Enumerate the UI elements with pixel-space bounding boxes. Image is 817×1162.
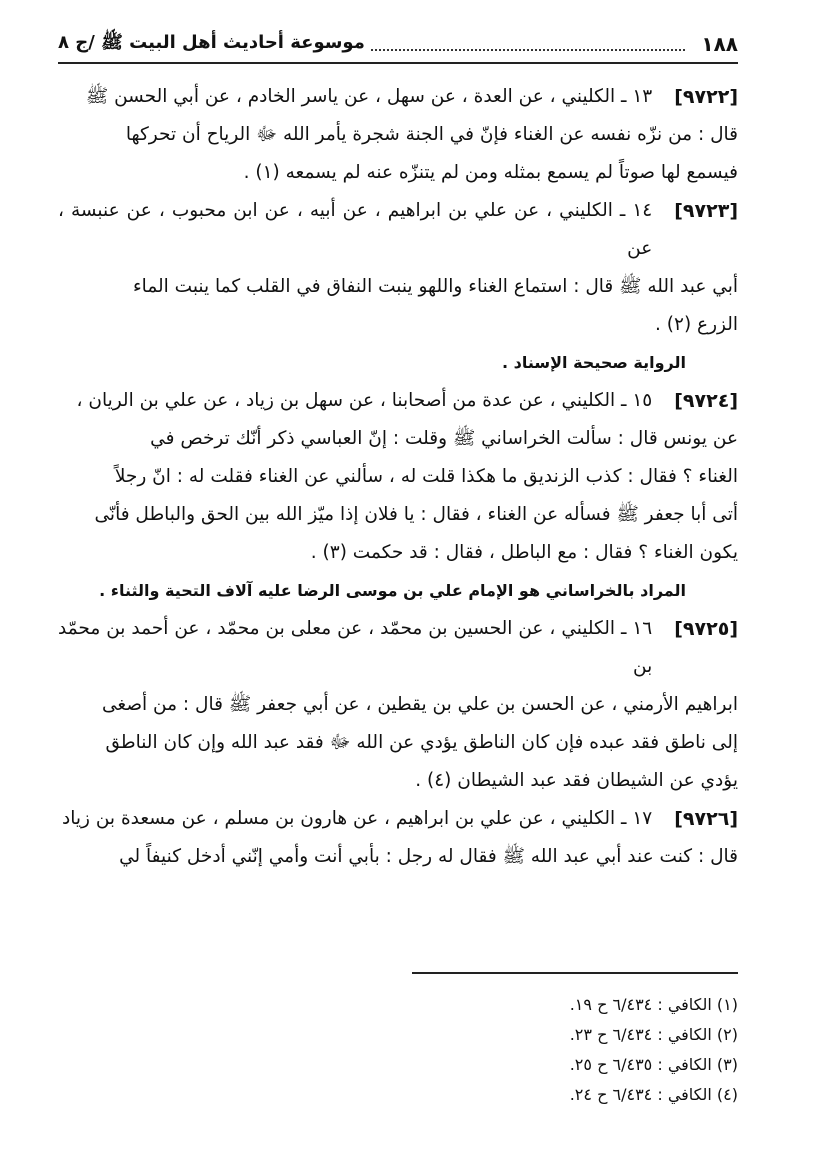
hadith-line: أبي عبد الله ﷺ قال : استماع الغناء واللهو ينبت النفاق في القلب كما ينبت الماء	[132, 276, 738, 297]
hadith-line: يكون الغناء ؟ فقال : مع الباطل ، فقال : قد حكمت (٣) .	[310, 542, 738, 563]
footnote: (٢) الكافي : ٦/٤٣٤ ح ٢٣.	[569, 1025, 738, 1044]
hadith-first-line: ١٧ ـ الكليني ، عن علي بن ابراهيم ، عن هارون بن مسلم ، عن مسعدة بن زياد	[62, 808, 653, 829]
hadith-line: إلى ناطق فقد عبده فإن كان الناطق يؤدي عن الله ﷻ فقد عبد الله وإن كان الناطق	[105, 732, 738, 753]
running-title: موسوعة أحاديث أهل البيت ﷺ /ج ٨	[58, 32, 365, 53]
hadith-number: [٩٧٢٤]	[674, 390, 738, 412]
footnote: (٣) الكافي : ٦/٤٣٥ ح ٢٥.	[569, 1055, 738, 1074]
main-text	[58, 78, 738, 876]
hadith-first-line: ١٣ ـ الكليني ، عن العدة ، عن سهل ، عن ياسر الخادم ، عن أبي الحسن ﷺ	[85, 86, 653, 107]
hadith-number: [٩٧٢٢]	[674, 86, 738, 108]
hadith-9725	[58, 610, 738, 800]
hadith-9724	[58, 382, 738, 610]
hadith-number: [٩٧٢٦]	[674, 808, 738, 830]
footnote: (٤) الكافي : ٦/٤٣٤ ح ٢٤.	[569, 1085, 738, 1104]
page-number: ١٨٨	[701, 32, 738, 56]
hadith-line: عن يونس قال : سألت الخراساني ﷺ وقلت : إنّ العباسي ذكر أنّك ترخص في	[150, 428, 738, 449]
hadith-first-line: ١٤ ـ الكليني ، عن علي بن ابراهيم ، عن أبيه ، عن ابن محبوب ، عن عنبسة ، عن	[58, 200, 653, 259]
footnote-separator	[412, 972, 738, 974]
hadith-comment: الرواية صحيحة الإسناد .	[501, 353, 686, 372]
hadith-comment: المراد بالخراساني هو الإمام علي بن موسى الرضا عليه آلاف التحية والثناء .	[99, 581, 686, 600]
hadith-number: [٩٧٢٣]	[674, 200, 738, 222]
hadith-line: الزرع (٢) .	[655, 314, 738, 335]
hadith-line: يؤدي عن الشيطان فقد عبد الشيطان (٤) .	[415, 770, 738, 791]
hadith-first-line: ١٦ ـ الكليني ، عن الحسين بن محمّد ، عن معلى بن محمّد ، عن أحمد بن محمّد بن	[58, 618, 653, 677]
hadith-9726	[58, 800, 738, 876]
hadith-9723	[58, 192, 738, 382]
footnote: (١) الكافي : ٦/٤٣٤ ح ١٩.	[569, 995, 738, 1014]
page-header	[58, 26, 738, 64]
footnotes	[412, 990, 738, 1110]
hadith-line: الغناء ؟ فقال : كذب الزنديق ما هكذا قلت له ، سألني عن الغناء فقلت له : انّ رجلاً	[114, 466, 738, 487]
hadith-9722	[58, 78, 738, 192]
hadith-line: ابراهيم الأرمني ، عن الحسن بن علي بن يقطين ، عن أبي جعفر ﷺ قال : من أصغى	[101, 694, 738, 715]
header-dotted-leader	[371, 37, 686, 51]
hadith-line: قال : كنت عند أبي عبد الله ﷺ فقال له رجل : بأبي أنت وأمي إنّني أدخل كنيفاً لي	[119, 846, 738, 867]
hadith-line: قال : من نزّه نفسه عن الغناء فإنّ في الجنة شجرة يأمر الله ﷻ الرياح أن تحركها	[125, 124, 738, 145]
hadith-number: [٩٧٢٥]	[674, 618, 738, 640]
hadith-first-line: ١٥ ـ الكليني ، عن عدة من أصحابنا ، عن سهل بن زياد ، عن علي بن الريان ،	[76, 390, 653, 411]
hadith-line: أتى أبا جعفر ﷺ فسأله عن الغناء ، فقال : يا فلان إذا ميّز الله بين الحق والباطل فأنّى	[94, 504, 738, 525]
hadith-line: فيسمع لها صوتاً لم يسمع بمثله ومن لم يتنزّه عنه لم يسمعه (١) .	[243, 162, 738, 183]
